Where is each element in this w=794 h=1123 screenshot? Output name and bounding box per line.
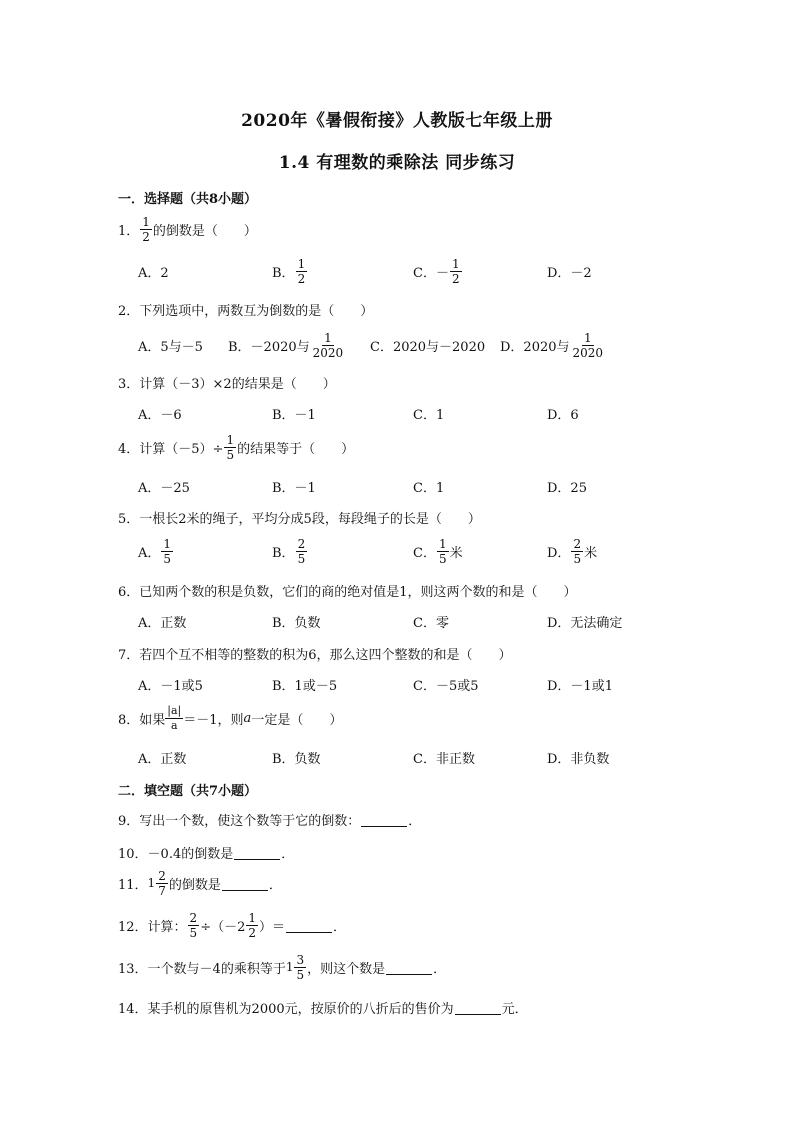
question-4: 4．计算（－5）÷ $\frac{1}{5}$ 的结果等于（ ） — [118, 432, 355, 462]
q5-option-c: C． $\frac{1}{5}$ 米 — [413, 536, 463, 566]
q7-option-b: B．1或－5 — [272, 678, 338, 694]
q1-option-b: B． $\frac{1}{2}$ — [272, 256, 306, 286]
question-2: 2．下列选项中，两数互为倒数的是（ ） — [118, 303, 374, 319]
question-14: 14．某手机的原售机为2000元，按原价的八折后的售价为 元． — [118, 1001, 528, 1017]
q7-option-c: C．－5或5 — [413, 678, 479, 694]
q10-answer-blank — [234, 845, 280, 860]
question-6: 6．已知两个数的积是负数，它们的商的绝对值是1，则这两个数的和是（ ） — [118, 584, 577, 600]
question-3: 3．计算（－3）×2的结果是（ ） — [118, 376, 336, 392]
q14-answer-blank — [455, 1000, 501, 1015]
q5-option-d: D． $\frac{2}{5}$ 米 — [547, 536, 598, 566]
question-12: 12．计算： $\frac{2}{5}$ ÷（－2 $\frac{1}{2}$ ）＝ ． — [118, 910, 347, 940]
q2-option-d: D．2020与 $\frac{1}{2020}$ — [500, 330, 604, 360]
q6-option-a: A．正数 — [138, 615, 187, 631]
page-subtitle: 1.4 有理数的乘除法 同步练习 — [278, 153, 516, 173]
q6-option-c: C．零 — [413, 615, 449, 631]
q1-text: 的倒数是（ ） — [152, 223, 257, 239]
q8-option-d: D．非负数 — [547, 751, 610, 767]
q2-option-a: A．5与－5 — [138, 339, 203, 355]
q8-option-b: B．负数 — [272, 751, 321, 767]
section-fill-heading: 二．填空题（共7小题） — [118, 784, 258, 799]
page-title: 2020年《暑假衔接》人教版七年级上册 — [241, 111, 553, 131]
question-5: 5．一根长2米的绳子，平均分成5段，每段绳子的长是（ ） — [118, 511, 481, 527]
q8-option-c: C．非正数 — [413, 751, 475, 767]
question-8: 8．如果 $\frac{|a|}{a}$ ＝－1，则 a 一定是（ ） — [118, 703, 343, 732]
q7-option-a: A．－1或5 — [138, 678, 203, 694]
q1-fraction: $\frac{1}{2}$ — [142, 214, 150, 244]
q13-answer-blank — [386, 960, 432, 975]
question-10: 10．－0.4的倒数是 ． — [118, 846, 295, 862]
q4-option-b: B．－1 — [272, 480, 316, 496]
q12-answer-blank — [286, 918, 332, 933]
question-13: 13．一个数与－4的乘积等于 1 $\frac{3}{5}$ ，则这个数是 ． — [118, 952, 447, 982]
q6-option-d: D．无法确定 — [547, 615, 623, 631]
q3-option-d: D．6 — [547, 407, 579, 423]
q6-option-b: B．负数 — [272, 615, 321, 631]
q2-option-b: B．－2020与 $\frac{1}{2020}$ — [228, 330, 344, 360]
question-11: 11． 1 $\frac{2}{7}$ 的倒数是 ． — [118, 868, 282, 898]
q3-option-b: B．－1 — [272, 407, 316, 423]
q4-option-d: D．25 — [547, 480, 587, 496]
question-1 — [118, 214, 257, 244]
q5-option-b: B． $\frac{2}{5}$ — [272, 536, 306, 566]
q4-option-a: A．－25 — [138, 480, 190, 496]
q7-option-d: D．－1或1 — [547, 678, 613, 694]
question-9: 9．写出一个数，使这个数等于它的倒数： ． — [118, 813, 422, 829]
q11-answer-blank — [222, 876, 268, 891]
q4-option-c: C．1 — [413, 480, 445, 496]
q1-option-c: C．－ $\frac{1}{2}$ — [413, 256, 460, 286]
q1-option-a: A．2 — [138, 265, 169, 281]
section-choice-heading: 一．选择题（共8小题） — [118, 192, 258, 207]
q1-option-d: D．－2 — [547, 265, 592, 281]
question-7: 7．若四个互不相等的整数的积为6，那么这四个整数的和是（ ） — [118, 647, 512, 663]
q8-option-a: A．正数 — [138, 751, 187, 767]
q1-number: 1． — [118, 223, 140, 239]
q2-option-c: C．2020与－2020 — [370, 339, 486, 355]
q3-option-a: A．－6 — [138, 407, 182, 423]
q8-fraction: $\frac{|a|}{a}$ — [167, 703, 182, 732]
q3-option-c: C．1 — [413, 407, 445, 423]
q9-answer-blank — [361, 812, 407, 827]
q5-option-a: A． $\frac{1}{5}$ — [138, 536, 172, 566]
